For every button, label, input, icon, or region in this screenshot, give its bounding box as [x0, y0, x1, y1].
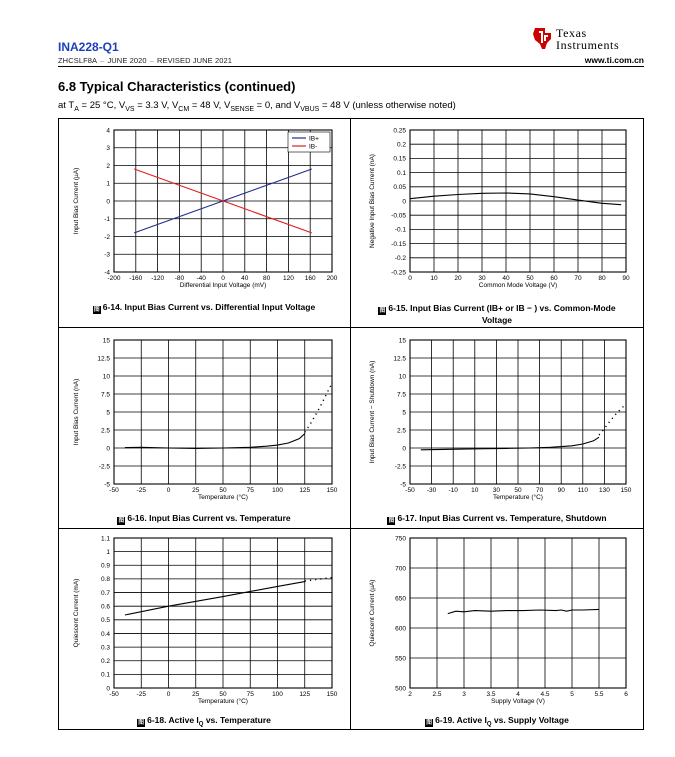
figure-caption-text: 6-15. Input Bias Current (IB+ or IB − ) vs. Common-Mode Voltage: [388, 303, 616, 325]
x-tick-label: 25: [192, 691, 200, 698]
x-tick-label: 10: [430, 275, 438, 282]
y-tick-label: 2: [106, 162, 110, 170]
x-tick-label: 150: [326, 691, 338, 698]
figure-caption: [350, 303, 644, 325]
x-tick-label: 50: [219, 487, 227, 494]
y-tick-label: 0.25: [393, 127, 406, 135]
x-tick-label: 3: [462, 691, 466, 698]
x-tick-label: -80: [174, 275, 185, 282]
y-tick-label: -4: [104, 269, 110, 277]
x-tick-label: -10: [448, 487, 458, 494]
x-tick-label: 110: [577, 487, 588, 494]
section-title: 6.8 Typical Characteristics (continued): [58, 79, 296, 94]
y-axis-label: Input Bias Current (nA): [73, 378, 80, 446]
part-number: INA228-Q1: [58, 40, 119, 54]
x-tick-label: 80: [598, 275, 606, 282]
y-axis-label: Input Bias Current − Shutdown (nA): [369, 360, 376, 464]
chart-active-iq-vs-temperature: [58, 528, 350, 714]
y-tick-label: -2: [104, 233, 110, 241]
ti-logo-icon: [532, 26, 554, 50]
doc-id: ZHCSLF8A: [58, 56, 98, 65]
x-axis-label: Common Mode Voltage (V): [478, 282, 558, 289]
series-line-dotted: [305, 383, 332, 432]
figure-icon: 图: [138, 720, 145, 726]
doc-revision: REVISED JUNE 2021: [156, 56, 233, 65]
y-tick-label: -2.5: [394, 463, 406, 471]
y-tick-label: 10: [102, 373, 110, 381]
y-tick-label: -0.05: [391, 212, 406, 220]
y-axis-label: Quiescent Current (µA): [369, 579, 376, 647]
x-axis-label: Supply Voltage (V): [491, 698, 545, 705]
ti-logo: [532, 26, 644, 56]
ti-wordmark-line1: Texas: [556, 26, 587, 40]
y-tick-label: 7.5: [396, 391, 406, 399]
x-tick-label: -50: [405, 487, 415, 494]
x-tick-label: 70: [535, 487, 544, 494]
x-tick-label: 0: [166, 691, 171, 698]
x-tick-label: 70: [574, 275, 582, 282]
y-tick-label: 0: [402, 198, 406, 206]
x-axis-label: Temperature (°C): [198, 494, 248, 501]
figure-icon: 图: [388, 518, 395, 524]
x-tick-label: 0: [166, 487, 171, 494]
x-tick-label: 5: [570, 691, 574, 698]
y-tick-label: 2.5: [396, 427, 406, 435]
y-tick-label: -0.2: [394, 255, 406, 263]
y-tick-label: 0: [106, 685, 110, 693]
y-tick-label: 5: [106, 409, 110, 417]
x-tick-label: 6: [624, 691, 628, 698]
y-tick-label: 12.5: [97, 355, 110, 363]
x-tick-label: 90: [557, 487, 565, 494]
y-tick-label: -0.1: [394, 226, 406, 234]
x-tick-label: 10: [471, 487, 479, 494]
x-tick-label: 2: [408, 691, 412, 698]
y-tick-label: 550: [395, 655, 406, 663]
x-tick-label: 50: [219, 691, 227, 698]
x-tick-label: 60: [550, 275, 558, 282]
y-tick-label: 1: [106, 180, 110, 188]
figure-icon: 图: [379, 308, 386, 314]
y-tick-label: 3: [106, 145, 110, 153]
y-tick-label: 5: [402, 409, 406, 417]
y-axis-label: Negative Input Bias Current (nA): [369, 154, 376, 248]
y-tick-label: 750: [395, 535, 406, 543]
figure-icon: 图: [426, 720, 433, 726]
y-tick-label: 0: [402, 445, 406, 453]
figure-caption: [350, 513, 644, 525]
y-tick-label: 0.9: [100, 562, 110, 570]
y-tick-label: 500: [395, 685, 406, 693]
x-tick-label: 160: [304, 275, 316, 282]
x-axis-label: Temperature (°C): [493, 494, 543, 501]
chart-input-bias-vs-common-mode: [350, 118, 644, 298]
y-tick-label: 700: [395, 565, 406, 573]
ti-wordmark-line2: Instruments: [556, 38, 620, 52]
y-tick-label: 0.6: [100, 603, 110, 611]
x-tick-label: 90: [622, 275, 630, 282]
x-tick-label: 25: [192, 487, 200, 494]
x-tick-label: -120: [151, 275, 165, 282]
x-tick-label: -50: [109, 691, 119, 698]
x-tick-label: 125: [299, 691, 311, 698]
chart-input-bias-vs-temperature: [58, 327, 350, 512]
figure-caption: [58, 302, 350, 314]
y-tick-label: 0.3: [100, 644, 110, 652]
x-tick-label: 0: [408, 275, 412, 282]
y-tick-label: -2.5: [98, 463, 110, 471]
x-tick-label: 4.5: [540, 691, 550, 698]
y-tick-label: 0.8: [100, 576, 110, 584]
legend-label: IB-: [309, 143, 318, 151]
y-tick-label: 10: [398, 373, 406, 381]
x-tick-label: 125: [299, 487, 311, 494]
figure-icon: 图: [118, 518, 125, 524]
x-tick-label: 80: [262, 275, 271, 282]
x-tick-label: 30: [492, 487, 501, 494]
x-tick-label: 130: [598, 487, 610, 494]
figure-icon: 图: [93, 307, 100, 313]
y-tick-label: 15: [398, 337, 406, 345]
y-tick-label: 650: [395, 595, 406, 603]
chart-input-bias-vs-diff-voltage: [58, 118, 350, 298]
y-tick-label: 7.5: [100, 391, 110, 399]
x-tick-label: 4: [516, 691, 520, 698]
chart-active-iq-vs-supply-voltage: [350, 528, 644, 714]
x-tick-label: 30: [478, 275, 486, 282]
y-tick-label: 0: [106, 445, 110, 453]
x-tick-label: 2.5: [432, 691, 442, 698]
y-tick-label: 600: [395, 625, 406, 633]
x-tick-label: 0: [221, 275, 225, 282]
x-tick-label: -200: [107, 275, 121, 282]
x-tick-label: 50: [526, 275, 534, 282]
y-tick-label: 0: [106, 198, 110, 206]
y-tick-label: 0.05: [393, 184, 406, 192]
figure-caption: [58, 715, 350, 728]
y-tick-label: 4: [106, 127, 110, 135]
figure-caption-text: 6-18. Active $I_Q$ vs. Temperature: [147, 715, 271, 728]
y-axis-label: Input Bias Current (µA): [73, 167, 80, 235]
x-tick-label: -25: [136, 691, 146, 698]
y-tick-label: 12.5: [393, 355, 406, 363]
figure-caption-text: 6-14. Input Bias Current vs. Differential Input Voltage: [102, 302, 316, 312]
y-tick-label: -0.15: [391, 240, 406, 248]
test-conditions: at $T_A = 25$ °C, $V_{VS} = 3.3$ V, $V_{CM} = 48$ V, $V_{SENSE} = 0$, and $V_{VBUS} = 48$ V (unless otherwise noted): [58, 100, 456, 113]
figure-caption-text: 6-19. Active $I_Q$ vs. Supply Voltage: [435, 715, 569, 728]
header-rule: [58, 66, 644, 67]
y-tick-label: 0.2: [396, 141, 406, 149]
y-tick-label: 1.1: [100, 535, 110, 543]
x-tick-label: 150: [620, 487, 632, 494]
y-tick-label: 0.1: [100, 671, 110, 679]
x-tick-label: 120: [282, 275, 294, 282]
x-tick-label: 75: [246, 691, 254, 698]
chart-input-bias-vs-temperature-shutdown: [350, 327, 644, 512]
x-tick-label: 3.5: [486, 691, 496, 698]
x-tick-label: -30: [426, 487, 437, 494]
legend-label: IB+: [309, 135, 319, 143]
figure-caption: [58, 513, 350, 525]
figure-caption-text: 6-16. Input Bias Current vs. Temperature: [127, 513, 291, 523]
y-axis-label: Quiescent Current (mA): [73, 578, 80, 648]
y-tick-label: -3: [104, 251, 110, 259]
x-tick-label: 20: [454, 275, 462, 282]
x-tick-label: 75: [246, 487, 254, 494]
y-tick-label: 0.4: [100, 630, 110, 638]
x-tick-label: -40: [196, 275, 206, 282]
website-url: www.ti.com.cn: [584, 55, 644, 65]
x-axis-label: Differential Input Voltage (mV): [179, 282, 267, 289]
y-tick-label: -5: [400, 481, 406, 489]
x-tick-label: 100: [272, 487, 283, 494]
document-id-line: ZHCSLF8A – JUNE 2020 – REVISED JUNE 2021: [58, 56, 233, 65]
y-tick-label: 0.2: [100, 658, 110, 666]
y-tick-label: 1: [106, 548, 110, 556]
series-line: [410, 193, 621, 205]
x-tick-label: 100: [272, 691, 283, 698]
x-tick-label: 200: [326, 275, 338, 282]
y-tick-label: 0.5: [100, 617, 110, 625]
ti-wordmark: [556, 27, 619, 51]
document-header: [58, 40, 232, 65]
y-tick-label: 15: [102, 337, 110, 345]
series-line: [448, 609, 599, 613]
x-tick-label: 40: [241, 275, 249, 282]
x-tick-label: -50: [109, 487, 119, 494]
x-axis-label: Temperature (°C): [198, 698, 248, 705]
x-tick-label: -160: [129, 275, 143, 282]
y-tick-label: -5: [104, 481, 110, 489]
doc-date: JUNE 2020: [107, 56, 147, 65]
y-tick-label: 2.5: [100, 427, 110, 435]
x-tick-label: 50: [514, 487, 522, 494]
x-tick-label: -25: [136, 487, 146, 494]
x-tick-label: 40: [502, 275, 510, 282]
y-tick-label: 0.15: [393, 155, 406, 163]
y-tick-label: 0.7: [100, 589, 110, 597]
y-tick-label: -0.25: [391, 269, 406, 277]
y-tick-label: -1: [104, 216, 110, 224]
figure-caption: [350, 715, 644, 728]
y-tick-label: 0.1: [396, 169, 406, 177]
x-tick-label: 150: [326, 487, 338, 494]
x-tick-label: 5.5: [594, 691, 604, 698]
figure-caption-text: 6-17. Input Bias Current vs. Temperature, Shutdown: [397, 513, 607, 523]
